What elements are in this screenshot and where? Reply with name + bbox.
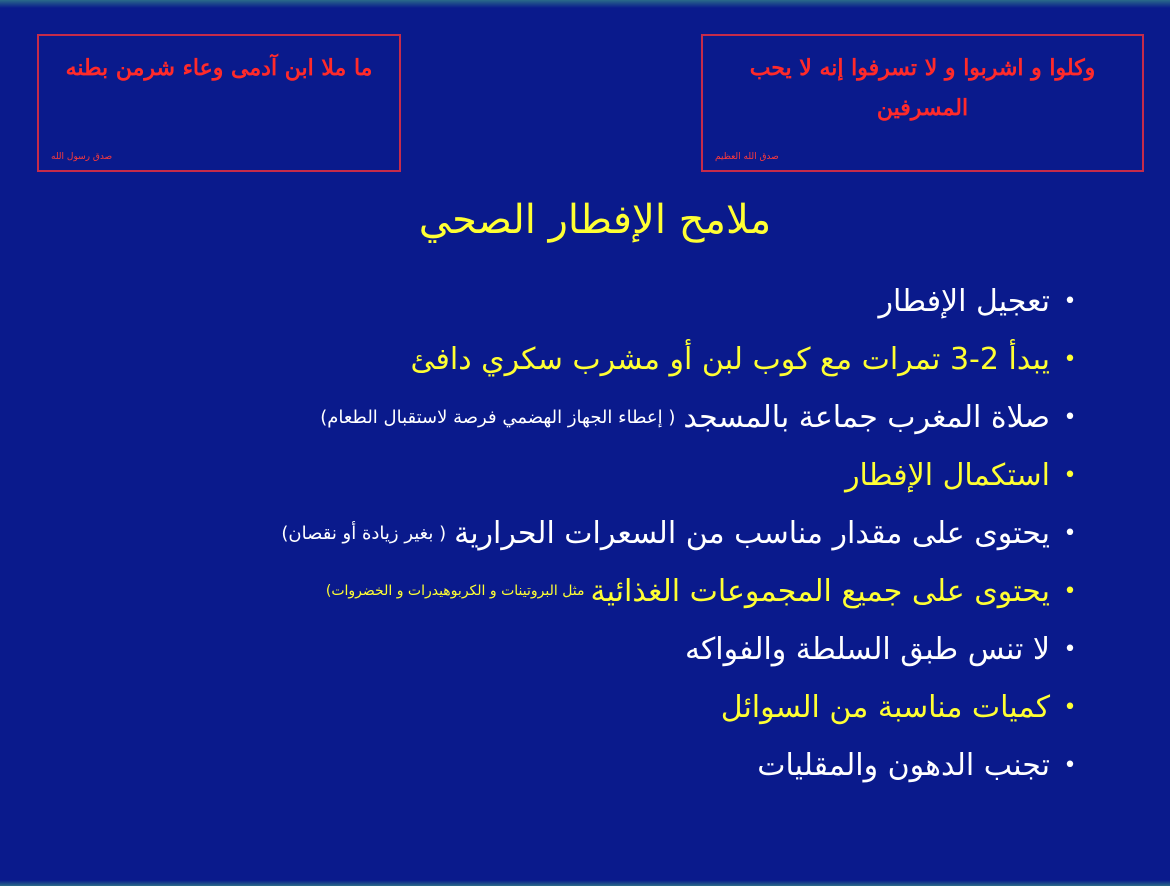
bullet-list (100, 272, 1090, 794)
bullet-text: صلاة المغرب جماعة بالمسجد (683, 399, 1050, 435)
bullet-item (100, 736, 1090, 794)
bullet-dot-icon: • (1063, 520, 1077, 546)
bullet-text: يبدأ 2-3 تمرات مع كوب لبن أو مشرب سكري دافئ (410, 341, 1050, 377)
bullet-text: استكمال الإفطار (845, 457, 1050, 493)
bullet-text: كميات مناسبة من السوائل (720, 689, 1050, 725)
top-border-strip (0, 0, 1170, 8)
bullet-dot-icon: • (1063, 694, 1077, 720)
hadith-quote-box (37, 34, 401, 172)
bullet-text: لا تنس طبق السلطة والفواكه (684, 631, 1050, 667)
bullet-note: مثل البروتينات و الكربوهيدرات و الخضروات) (325, 583, 585, 599)
quran-quote-source: صدق الله العظيم (715, 152, 779, 162)
bullet-item (100, 330, 1090, 388)
bullet-note: ( بغير زيادة أو نقصان) (281, 522, 447, 544)
bullet-dot-icon: • (1063, 288, 1077, 314)
bullet-item (100, 504, 1090, 562)
bullet-item (100, 678, 1090, 736)
bullet-item (100, 446, 1090, 504)
bullet-item (100, 562, 1090, 620)
bullet-text: تجنب الدهون والمقليات (757, 747, 1050, 783)
bullet-dot-icon: • (1063, 578, 1077, 604)
bullet-dot-icon: • (1063, 636, 1077, 662)
bullet-item (100, 620, 1090, 678)
bullet-dot-icon: • (1063, 404, 1077, 430)
slide-title: ملامح الإفطار الصحي (418, 197, 772, 243)
bullet-text: يحتوى على جميع المجموعات الغذائية (590, 573, 1050, 609)
bullet-note: ( إعطاء الجهاز الهضمي فرصة لاستقبال الطعام) (320, 406, 676, 428)
bullet-text: تعجيل الإفطار (878, 283, 1050, 319)
bullet-item (100, 272, 1090, 330)
bullet-dot-icon: • (1063, 752, 1077, 778)
bullet-item (100, 388, 1090, 446)
hadith-quote-text: ما ملا ابن آدمى وعاء شرمن بطنه (65, 55, 373, 81)
bullet-text: يحتوى على مقدار مناسب من السعرات الحرارية (454, 515, 1050, 551)
bullet-dot-icon: • (1063, 462, 1077, 488)
quran-quote-box (701, 34, 1144, 172)
hadith-quote-source: صدق رسول الله (51, 152, 113, 162)
bullet-dot-icon: • (1063, 346, 1077, 372)
bottom-border-strip (0, 880, 1170, 886)
quran-quote-text: وكلوا و اشربوا و لا تسرفوا إنه لا يحب المسرفين (749, 55, 1096, 121)
